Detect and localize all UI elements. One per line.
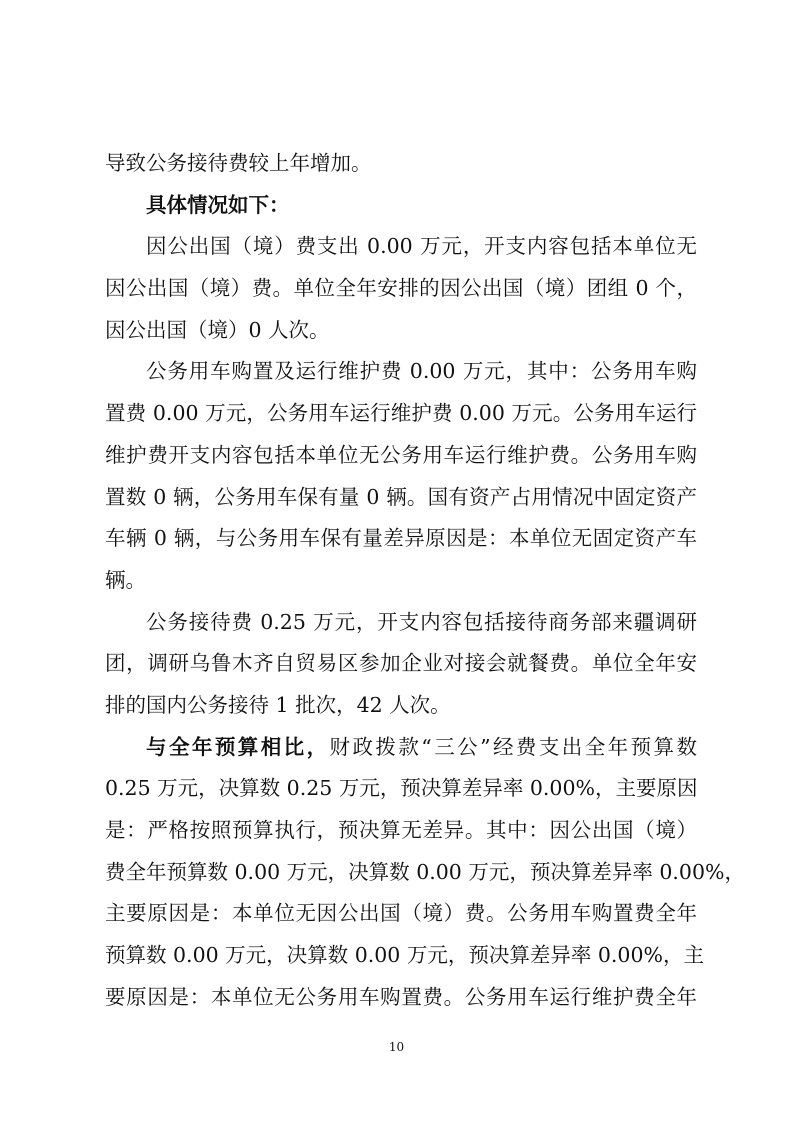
text-span: 财政拨款“三公”经费支出全年预算数 bbox=[329, 734, 697, 759]
text-line: 因公出国（境）费支出 0.00 万元，开支内容包括本单位无 bbox=[146, 234, 697, 259]
bold-lead: 与全年预算相比， bbox=[146, 734, 330, 759]
text-line: 0.25 万元，决算数 0.25 万元，预决算差异率 0.00%，主要原因 bbox=[105, 776, 698, 801]
text-line: 维护费开支内容包括本单位无公务用车运行维护费。公务用车购 bbox=[105, 442, 697, 467]
text-line: 因公出国（境）费。单位全年安排的因公出国（境）团组 0 个， bbox=[105, 276, 697, 301]
text-line: 因公出国（境）0 人次。 bbox=[105, 317, 330, 342]
section-heading: 具体情况如下： bbox=[146, 192, 290, 217]
document-body bbox=[105, 143, 745, 1018]
text-line bbox=[105, 727, 697, 769]
text-line: 车辆 0 辆，与公务用车保有量差异原因是：本单位无固定资产车 bbox=[105, 526, 697, 551]
text-line: 公务接待费 0.25 万元，开支内容包括接待商务部来疆调研 bbox=[146, 609, 697, 634]
text-line: 要原因是：本单位无公务用车购置费。公务用车运行维护费全年 bbox=[105, 984, 697, 1009]
text-line: 导致公务接待费较上年增加。 bbox=[105, 151, 372, 175]
text-line: 团，调研乌鲁木齐自贸易区参加企业对接会就餐费。单位全年安 bbox=[105, 651, 697, 676]
text-line: 预算数 0.00 万元，决算数 0.00 万元，预决算差异率 0.00%，主 bbox=[105, 943, 704, 968]
text-line: 排的国内公务接待 1 批次，42 人次。 bbox=[105, 692, 451, 717]
text-line: 辆。 bbox=[105, 567, 146, 592]
text-line: 置费 0.00 万元，公务用车运行维护费 0.00 万元。公务用车运行 bbox=[105, 401, 697, 426]
text-line: 置数 0 辆，公务用车保有量 0 辆。国有资产占用情况中固定资产 bbox=[105, 484, 697, 509]
text-line: 公务用车购置及运行维护费 0.00 万元，其中：公务用车购 bbox=[146, 359, 697, 384]
text-line: 主要原因是：本单位无因公出国（境）费。公务用车购置费全年 bbox=[105, 901, 697, 926]
page-number: 10 bbox=[388, 1040, 405, 1054]
text-line: 费全年预算数 0.00 万元，决算数 0.00 万元，预决算差异率 0.00%， bbox=[105, 859, 745, 884]
text-line: 是：严格按照预算执行，预决算无差异。其中：因公出国（境） bbox=[105, 818, 697, 842]
